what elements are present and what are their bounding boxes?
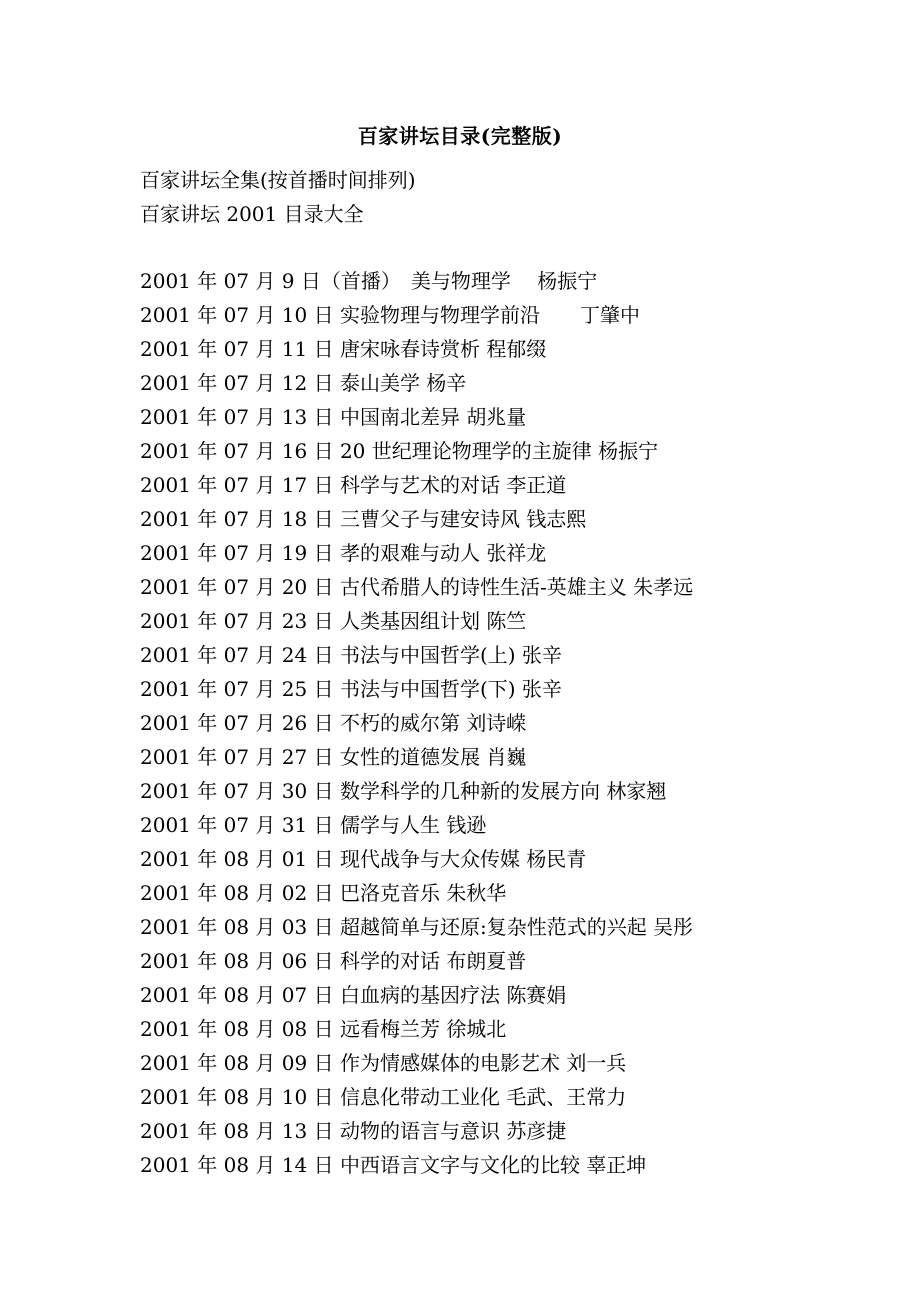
episode-date: 2001 年 07 月 20 日	[140, 575, 334, 599]
episode-topic: 科学的对话	[339, 949, 440, 973]
episode-speaker: 钱逊	[446, 813, 487, 837]
episode-topic: 美与物理学	[410, 269, 511, 293]
episode-speaker: 吴彤	[653, 915, 694, 939]
list-item	[140, 505, 880, 539]
episode-topic: 三曹父子与建安诗风	[339, 507, 520, 531]
episode-speaker: 张辛	[521, 643, 562, 667]
episode-topic: 人类基因组计划	[339, 609, 480, 633]
episode-speaker: 肖巍	[486, 745, 527, 769]
episode-topic: 数学科学的几种新的发展方向	[339, 779, 600, 803]
episode-speaker: 林家翘	[606, 779, 667, 803]
episode-speaker: 杨民青	[526, 847, 587, 871]
list-item	[140, 437, 880, 471]
episode-speaker: 张辛	[521, 677, 562, 701]
episode-date: 2001 年 07 月 23 日	[140, 609, 334, 633]
episode-list	[140, 267, 880, 1185]
episode-speaker: 钱志熙	[526, 507, 587, 531]
episode-speaker: 朱孝远	[633, 575, 694, 599]
list-item	[140, 947, 880, 981]
episode-topic: 信息化带动工业化	[339, 1085, 500, 1109]
list-item	[140, 1083, 880, 1117]
episode-date: 2001 年 07 月 25 日	[140, 677, 334, 701]
episode-speaker: 杨振宁	[598, 439, 659, 463]
episode-date: 2001 年 07 月 17 日	[140, 473, 334, 497]
episode-date: 2001 年 07 月 10 日	[140, 303, 334, 327]
page-title: 百家讲坛目录(完整版)	[357, 124, 563, 148]
list-item	[140, 1151, 880, 1185]
episode-topic: 女性的道德发展	[339, 745, 480, 769]
episode-speaker: 朱秋华	[446, 881, 507, 905]
episode-speaker: 杨辛	[426, 371, 467, 395]
episode-speaker: 丁肇中	[579, 303, 640, 327]
episode-topic: 科学与艺术的对话	[339, 473, 500, 497]
episode-date: 2001 年 07 月 19 日	[140, 541, 334, 565]
episode-topic: 白血病的基因疗法	[339, 983, 500, 1007]
list-item	[140, 777, 880, 811]
episode-topic: 孝的艰难与动人	[339, 541, 480, 565]
subtitle-2001-catalog: 百家讲坛 2001 目录大全	[140, 202, 364, 226]
list-item	[140, 879, 880, 913]
episode-speaker: 辜正坤	[586, 1153, 647, 1177]
episode-date: 2001 年 08 月 13 日	[140, 1119, 334, 1143]
episode-speaker: 刘诗嵘	[466, 711, 527, 735]
episode-date: 2001 年 08 月 10 日	[140, 1085, 334, 1109]
episode-topic: 远看梅兰芳	[339, 1017, 440, 1041]
list-item	[140, 845, 880, 879]
episode-speaker: 张祥龙	[486, 541, 547, 565]
episode-topic: 泰山美学	[339, 371, 420, 395]
list-item	[140, 335, 880, 369]
list-item	[140, 913, 880, 947]
episode-date: 2001 年 07 月 13 日	[140, 405, 334, 429]
episode-date: 2001 年 07 月 30 日	[140, 779, 334, 803]
episode-date: 2001 年 07 月 12 日	[140, 371, 334, 395]
episode-date: 2001 年 07 月 16 日	[140, 439, 334, 463]
episode-date: 2001 年 08 月 07 日	[140, 983, 334, 1007]
episode-date: 2001 年 08 月 14 日	[140, 1153, 334, 1177]
episode-topic: 不朽的威尔第	[339, 711, 460, 735]
episode-speaker: 杨振宁	[537, 269, 598, 293]
episode-date: 2001 年 07 月 26 日	[140, 711, 334, 735]
episode-speaker: 徐城北	[446, 1017, 507, 1041]
episode-topic: 书法与中国哲学(上)	[339, 643, 516, 667]
episode-date: 2001 年 08 月 09 日	[140, 1051, 334, 1075]
list-item	[140, 981, 880, 1015]
episode-topic: 现代战争与大众传媒	[339, 847, 520, 871]
episode-topic: 动物的语言与意识	[339, 1119, 500, 1143]
list-item	[140, 267, 880, 301]
episode-topic: 儒学与人生	[339, 813, 440, 837]
episode-topic: 中国南北差异	[339, 405, 460, 429]
episode-speaker: 毛武、王常力	[506, 1085, 627, 1109]
list-item	[140, 1117, 880, 1151]
list-item	[140, 539, 880, 573]
episode-topic: 古代希腊人的诗性生活-英雄主义	[339, 575, 627, 599]
list-item	[140, 1015, 880, 1049]
episode-date: 2001 年 08 月 02 日	[140, 881, 334, 905]
list-item	[140, 811, 880, 845]
episode-date: 2001 年 07 月 27 日	[140, 745, 334, 769]
episode-speaker: 李正道	[506, 473, 567, 497]
episode-topic: 唐宋咏春诗赏析	[339, 337, 480, 361]
list-item	[140, 743, 880, 777]
list-item	[140, 607, 880, 641]
episode-speaker: 陈竺	[486, 609, 527, 633]
episode-date: 2001 年 07 月 24 日	[140, 643, 334, 667]
list-item	[140, 641, 880, 675]
episode-topic: 作为情感媒体的电影艺术	[339, 1051, 560, 1075]
list-item	[140, 471, 880, 505]
episode-speaker: 刘一兵	[566, 1051, 627, 1075]
list-item	[140, 573, 880, 607]
episode-speaker: 布朗夏普	[446, 949, 527, 973]
episode-topic: 实验物理与物理学前沿	[339, 303, 540, 327]
episode-topic: 20 世纪理论物理学的主旋律	[339, 439, 592, 463]
subtitle-collection: 百家讲坛全集(按首播时间排列)	[140, 168, 416, 192]
episode-date: 2001 年 08 月 03 日	[140, 915, 334, 939]
episode-topic: 中西语言文字与文化的比较	[339, 1153, 580, 1177]
episode-date: 2001 年 07 月 31 日	[140, 813, 334, 837]
episode-date: 2001 年 07 月 11 日	[140, 337, 334, 361]
episode-date: 2001 年 08 月 08 日	[140, 1017, 334, 1041]
episode-date: 2001 年 07 月 18 日	[140, 507, 334, 531]
list-item	[140, 369, 880, 403]
episode-speaker: 程郁缀	[486, 337, 547, 361]
episode-speaker: 陈赛娟	[506, 983, 567, 1007]
episode-topic: 书法与中国哲学(下)	[339, 677, 516, 701]
episode-topic: 巴洛克音乐	[339, 881, 440, 905]
episode-date: 2001 年 08 月 06 日	[140, 949, 334, 973]
episode-speaker: 胡兆量	[466, 405, 527, 429]
list-item	[140, 675, 880, 709]
episode-date: 2001 年 07 月 9 日（首播）	[140, 269, 391, 293]
list-item	[140, 709, 880, 743]
list-item	[140, 301, 880, 335]
list-item	[140, 403, 880, 437]
episode-date: 2001 年 08 月 01 日	[140, 847, 334, 871]
list-item	[140, 1049, 880, 1083]
episode-speaker: 苏彦捷	[506, 1119, 567, 1143]
episode-topic: 超越简单与还原:复杂性范式的兴起	[339, 915, 647, 939]
